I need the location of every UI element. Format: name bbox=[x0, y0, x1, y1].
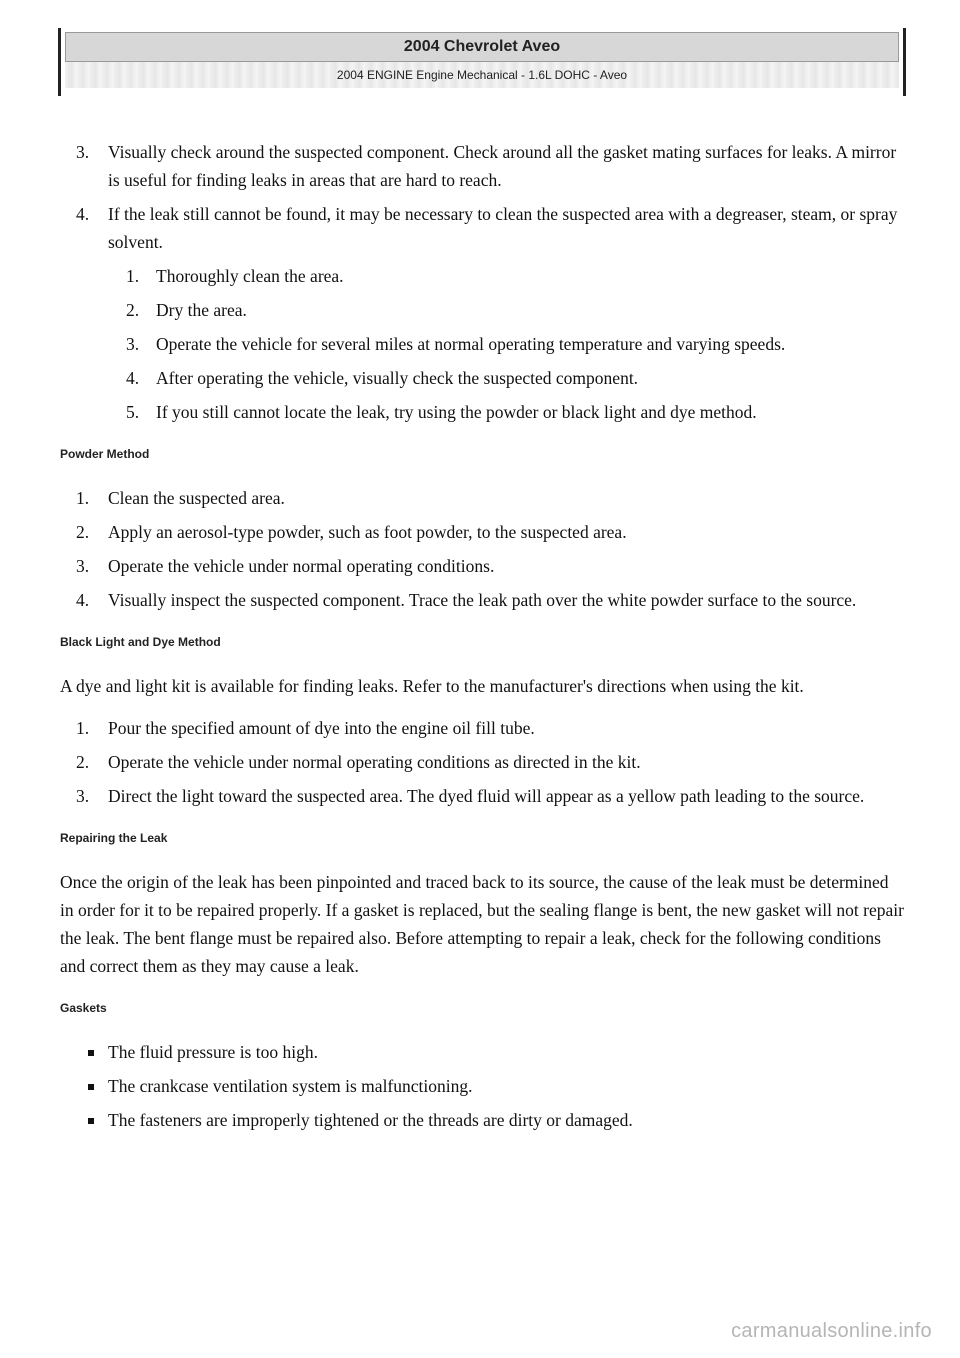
sub-step: 4. After operating the vehicle, visually check the suspected component. bbox=[126, 368, 639, 388]
section-heading-powder: Powder Method bbox=[60, 447, 150, 461]
black-light-steps bbox=[60, 714, 905, 810]
sub-steps bbox=[60, 262, 905, 426]
black-light-step: 3. Direct the light toward the suspected area. The dyed fluid will appear as a yellow path leading to the source. bbox=[76, 786, 865, 806]
powder-steps bbox=[60, 484, 905, 614]
sub-step: 2. Dry the area. bbox=[126, 300, 247, 320]
bullet-icon bbox=[88, 1084, 94, 1090]
powder-step: 1. Clean the suspected area. bbox=[76, 488, 285, 508]
bullet-icon bbox=[88, 1050, 94, 1056]
bullet-item: The fasteners are improperly tightened or the threads are dirty or damaged. bbox=[60, 1106, 905, 1134]
repair-paragraph: Once the origin of the leak has been pinpointed and traced back to its source, the cause of the leak must be determined in order for it to be repaired properly. If a gasket is replaced, but the sealing flange is bent, the new gasket will not repair the leak. The bent flange must be repaired also. Before attempting to repair a leak, check for the following conditions and correct them as they may cause a leak. bbox=[60, 872, 904, 976]
section-heading-gaskets: Gaskets bbox=[60, 1001, 107, 1015]
sub-step: 3. Operate the vehicle for several miles at normal operating temperature and varying speeds. bbox=[126, 334, 786, 354]
step-4: 4. If the leak still cannot be found, it may be necessary to clean the suspected area with a degreaser, steam, or spray solvent. bbox=[76, 204, 898, 252]
black-light-step: 1. Pour the specified amount of dye into the engine oil fill tube. bbox=[76, 718, 535, 738]
document-subtitle: 2004 ENGINE Engine Mechanical - 1.6L DOHC - Aveo bbox=[65, 62, 899, 88]
black-light-intro: A dye and light kit is available for finding leaks. Refer to the manufacturer's directions when using the kit. bbox=[60, 676, 804, 696]
step-3: 3. Visually check around the suspected component. Check around all the gasket mating surfaces for leaks. A mirror is useful for finding leaks in areas that are hard to reach. bbox=[76, 142, 897, 190]
powder-step: 2. Apply an aerosol-type powder, such as foot powder, to the suspected area. bbox=[76, 522, 627, 542]
sub-step: 5. If you still cannot locate the leak, try using the powder or black light and dye method. bbox=[126, 402, 757, 422]
section-heading-repair: Repairing the Leak bbox=[60, 831, 168, 845]
document-header bbox=[58, 28, 906, 96]
sub-step: 1. Thoroughly clean the area. bbox=[126, 266, 344, 286]
powder-step: 3. Operate the vehicle under normal operating conditions. bbox=[76, 556, 495, 576]
watermark: carmanualsonline.info bbox=[731, 1320, 932, 1342]
bullet-item: The fluid pressure is too high. bbox=[60, 1038, 905, 1066]
gasket-conditions bbox=[60, 1038, 905, 1134]
powder-step: 4. Visually inspect the suspected component. Trace the leak path over the white powder surface to the source. bbox=[76, 590, 857, 610]
bullet-item: The crankcase ventilation system is malfunctioning. bbox=[60, 1072, 905, 1100]
document-body bbox=[60, 138, 905, 1140]
black-light-step: 2. Operate the vehicle under normal operating conditions as directed in the kit. bbox=[76, 752, 641, 772]
document-title: 2004 Chevrolet Aveo bbox=[65, 32, 899, 62]
bullet-icon bbox=[88, 1118, 94, 1124]
top-steps bbox=[60, 138, 905, 256]
section-heading-black-light: Black Light and Dye Method bbox=[60, 635, 221, 649]
